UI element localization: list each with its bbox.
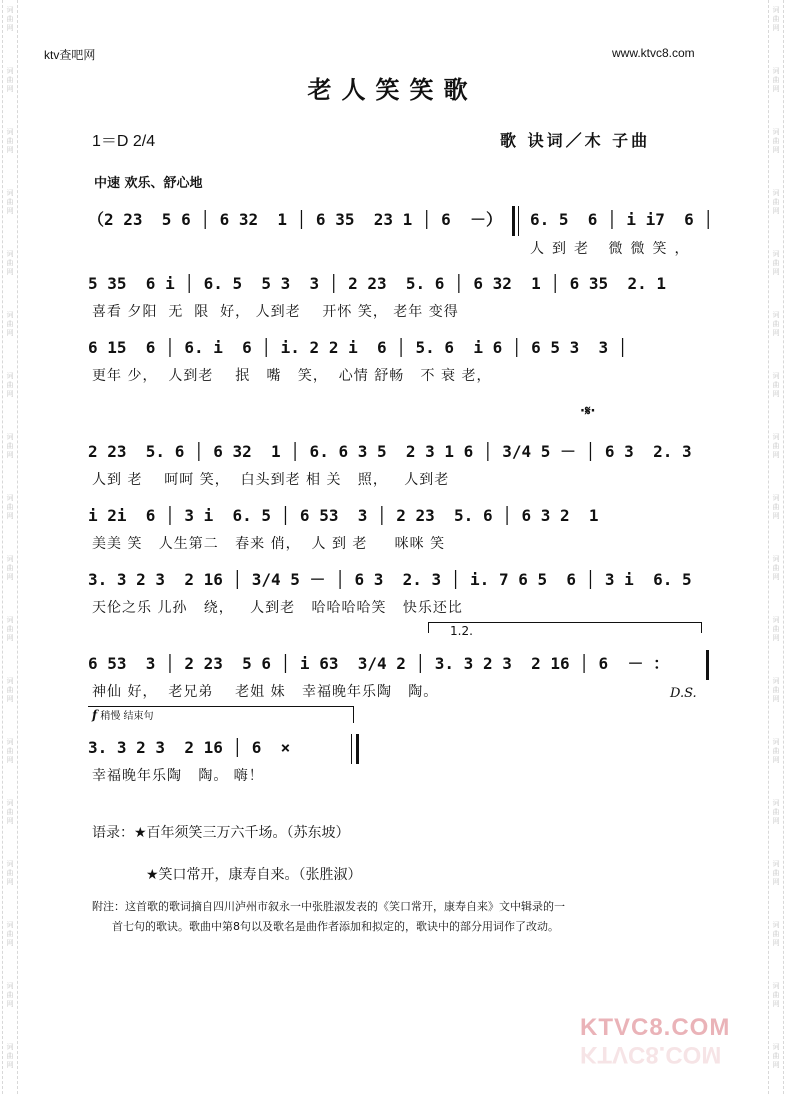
notation-line: 6 15 6 │ 6. i 6 │ i. 2 2 i 6 │ 5. 6 i 6 │ 6 5 3 3 │ bbox=[88, 338, 628, 357]
margin-watermark: 词 曲 网 bbox=[6, 372, 14, 398]
lyric-line: 喜看 夕阳 无 限 好， 人到老 开怀 笑， 老年 变得 bbox=[92, 304, 459, 320]
song-credits: 歌 诀词／木 子曲 bbox=[500, 131, 651, 150]
watermark-logo: KTVC8.COM bbox=[580, 1014, 731, 1041]
lyric-line-extra: 人到老 微微笑， bbox=[530, 241, 697, 257]
appendix-line-1: 附注：这首歌的歌词摘自四川泸州市叙永一中张胜淑发表的《笑口常开，康寿自来》文中辑录的一 bbox=[92, 900, 565, 913]
margin-watermark: 词 曲 网 bbox=[6, 982, 14, 1008]
dynamics-bracket bbox=[88, 706, 354, 723]
notation-line: 3. 3 2 3 2 16 │ 6 × bbox=[88, 738, 291, 757]
margin-watermark: 词 曲 网 bbox=[6, 433, 14, 459]
margin-watermark: 词 曲 网 bbox=[772, 189, 780, 215]
margin-watermark: 词 曲 网 bbox=[6, 555, 14, 581]
margin-watermark: 词 曲 网 bbox=[6, 6, 14, 32]
lyric-line: 幸福晚年乐陶 陶。 嗨！ bbox=[92, 768, 264, 784]
margin-watermark: 词 曲 网 bbox=[6, 677, 14, 703]
margin-watermark: 词 曲 网 bbox=[6, 860, 14, 886]
dal-segno-mark: D.S. bbox=[670, 686, 697, 701]
notation-line: 5 35 6 i │ 6. 5 5 3 3 │ 2 23 5. 6 │ 6 32 1 │ 6 35 2. 1 bbox=[88, 274, 666, 293]
notation-line: 3. 3 2 3 2 16 │ 3/4 5 － │ 6 3 2. 3 │ i. 7 6 5 6 │ 3 i 6. 5 bbox=[88, 570, 692, 589]
margin-watermark: 词 曲 网 bbox=[772, 860, 780, 886]
margin-watermark: 词 曲 网 bbox=[6, 250, 14, 276]
margin-watermark: 词 曲 网 bbox=[772, 616, 780, 642]
margin-watermark: 词 曲 网 bbox=[6, 128, 14, 154]
spoken-quote-1 bbox=[92, 822, 350, 842]
margin-watermark: 词 曲 网 bbox=[772, 982, 780, 1008]
lyric-line: 美美 笑 人生第二 春来 俏， 人 到 老 咪咪 笑 bbox=[92, 536, 446, 552]
margin-watermark: 词 曲 网 bbox=[6, 616, 14, 642]
lyric-line: 更年 少， 人到老 抿 嘴 笑， 心情 舒畅 不 衰 老， bbox=[92, 368, 492, 384]
margin-watermark: 词 曲 网 bbox=[772, 799, 780, 825]
margin-watermark: 词 曲 网 bbox=[6, 311, 14, 337]
margin-watermark: 词 曲 网 bbox=[6, 738, 14, 764]
spoken-quote-2: ★笑口常开，康寿自来。（张胜淑） bbox=[146, 867, 362, 883]
ending-instruction: 稍慢 结束句 bbox=[100, 711, 154, 722]
margin-watermark: 词 曲 网 bbox=[6, 921, 14, 947]
margin-watermark: 词 曲 网 bbox=[6, 1043, 14, 1069]
appendix-note bbox=[92, 897, 712, 937]
margin-watermark: 词 曲 网 bbox=[6, 67, 14, 93]
margin-watermark: 词 曲 网 bbox=[772, 433, 780, 459]
end-repeat-bar bbox=[706, 650, 709, 680]
segno-mark: ·𝄋· bbox=[580, 404, 596, 419]
margin-watermark: 词 曲 网 bbox=[772, 494, 780, 520]
key-signature: 1＝D 2/4 bbox=[92, 133, 156, 150]
repeat-bar bbox=[512, 206, 515, 236]
right-margin-strip bbox=[768, 0, 784, 1094]
margin-watermark: 词 曲 网 bbox=[6, 189, 14, 215]
margin-watermark: 词 曲 网 bbox=[772, 677, 780, 703]
tempo-marking: 中速 欢乐、舒心地 bbox=[94, 176, 203, 191]
lyric-line: 人到 老 呵呵 笑， 白头到老 相 关 照， 人到老 bbox=[92, 472, 450, 488]
margin-watermark: 词 曲 网 bbox=[6, 494, 14, 520]
margin-watermark: 词 曲 网 bbox=[772, 555, 780, 581]
volta-label: 1.2. bbox=[450, 624, 473, 638]
notation-line: 2 23 5. 6 │ 6 32 1 │ 6. 6 3 5 2 3 1 6 │ 3/4 5 － │ 6 3 2. 3 bbox=[88, 442, 692, 461]
notation-line-extra: 6. 5 6 │ i i7 6 │ bbox=[530, 210, 714, 229]
lyric-line: 天伦之乐 儿孙 绕， 人到老 哈哈哈哈笑 快乐还比 bbox=[92, 600, 463, 616]
margin-watermark: 词 曲 网 bbox=[772, 250, 780, 276]
watermark-reflection: KTVC8.COM bbox=[580, 1041, 722, 1068]
left-margin-strip bbox=[2, 0, 18, 1094]
song-title: 老人笑笑歌 bbox=[307, 75, 478, 104]
margin-watermark: 词 曲 网 bbox=[772, 921, 780, 947]
site-name: ktv查吧网 bbox=[44, 48, 96, 62]
forte-mark: f bbox=[92, 708, 98, 722]
spoken-text-1: ★百年须笑三万六千场。（苏东坡） bbox=[134, 825, 350, 841]
margin-watermark: 词 曲 网 bbox=[772, 372, 780, 398]
lyric-line: 神仙 好， 老兄弟 老姐 妹 幸福晚年乐陶 陶。 bbox=[92, 684, 439, 700]
final-bar-thin bbox=[351, 734, 352, 764]
margin-watermark: 词 曲 网 bbox=[772, 1043, 780, 1069]
margin-watermark: 词 曲 网 bbox=[772, 67, 780, 93]
margin-watermark: 词 曲 网 bbox=[772, 738, 780, 764]
appendix-line-2: 首七句的歌诀。歌曲中第8句以及歌名是曲作者添加和拟定的，歌诀中的部分用词作了改动。 bbox=[112, 920, 559, 933]
spoken-label: 语录： bbox=[92, 825, 134, 841]
notation-line: 6 53 3 │ 2 23 5 6 │ i 63 3/4 2 │ 3. 3 2 3 2 16 │ 6 － ： bbox=[88, 654, 670, 673]
final-bar bbox=[356, 734, 359, 764]
margin-watermark: 词 曲 网 bbox=[772, 6, 780, 32]
margin-watermark: 词 曲 网 bbox=[6, 799, 14, 825]
margin-watermark: 词 曲 网 bbox=[772, 311, 780, 337]
site-url[interactable]: www.ktvc8.com bbox=[612, 46, 695, 60]
notation-line: i 2i 6 │ 3 i 6. 5 │ 6 53 3 │ 2 23 5. 6 │ 6 3 2 1 bbox=[88, 506, 599, 525]
repeat-bar-thin bbox=[518, 206, 519, 236]
margin-watermark: 词 曲 网 bbox=[772, 128, 780, 154]
notation-line: （2 23 5 6 │ 6 32 1 │ 6 35 23 1 │ 6 －） bbox=[88, 210, 503, 229]
